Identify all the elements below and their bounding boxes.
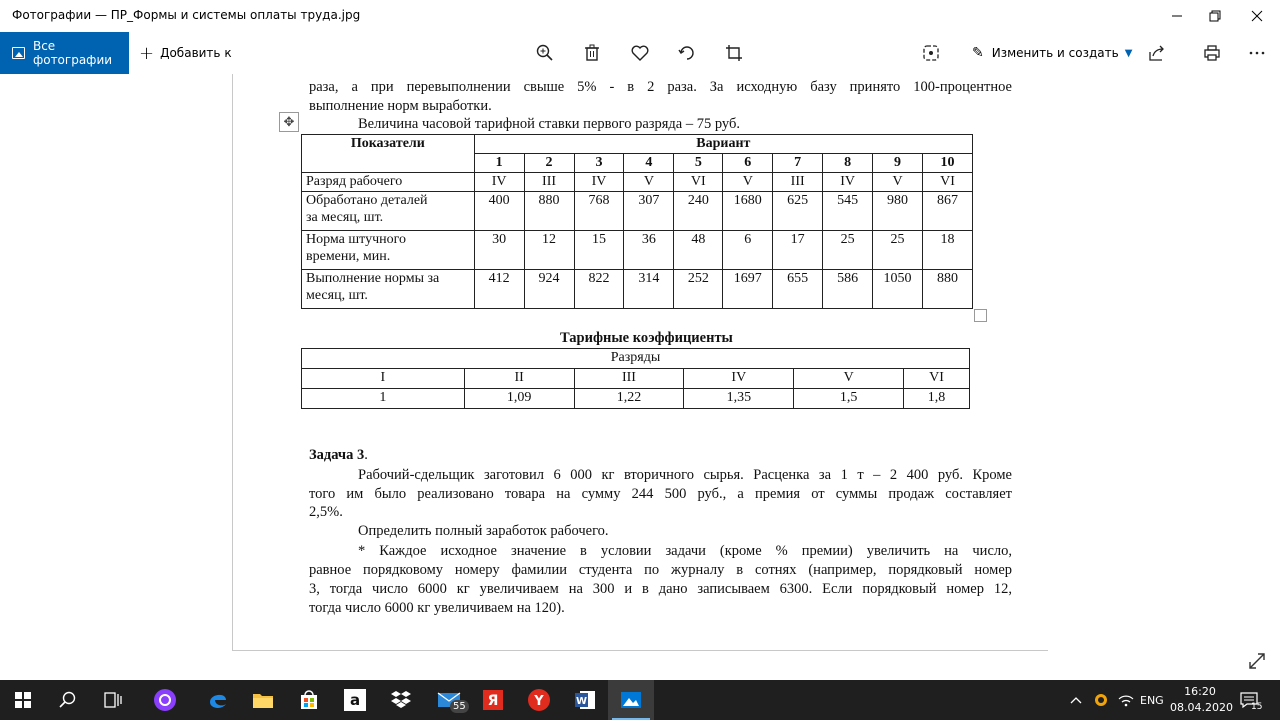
table-cell: 25 xyxy=(873,231,923,270)
variant-number: 3 xyxy=(574,154,624,173)
coefficient-cell: 1 xyxy=(302,389,465,409)
table-cell: 30 xyxy=(474,231,524,270)
table-cell: 36 xyxy=(624,231,674,270)
store-icon[interactable] xyxy=(286,680,332,720)
table-row xyxy=(302,389,970,409)
crop-icon[interactable] xyxy=(714,32,754,74)
table-cell: 25 xyxy=(823,231,873,270)
tariff-title: Тарифные коэффициенты xyxy=(560,330,733,346)
row-label xyxy=(302,270,475,309)
grade-cell: VI xyxy=(904,369,970,389)
row-label: Разряд рабочего xyxy=(302,173,475,192)
table-cell: 252 xyxy=(674,270,723,309)
toolbar xyxy=(0,32,1280,74)
table-cell: 880 xyxy=(524,192,574,231)
table-cell: VI xyxy=(674,173,723,192)
task3-p3-line-2: равное порядковому номеру фамилии студента по журналу в сотнях (например, порядковый номер xyxy=(309,562,1012,578)
table-cell: 314 xyxy=(624,270,674,309)
mail-icon[interactable] xyxy=(426,680,472,720)
grade-cell: II xyxy=(464,369,574,389)
table-cell: IV xyxy=(474,173,524,192)
language-indicator[interactable]: ENG xyxy=(1140,693,1164,707)
rate-line: Величина часовой тарифной ставки первого разряда – 75 руб. xyxy=(358,116,740,132)
edit-icon: ✎ xyxy=(972,45,984,61)
window-title: Фотографии — ПР_Формы и системы оплаты труда.jpg xyxy=(12,8,361,22)
grade-cell: IV xyxy=(684,369,794,389)
table-cell: 6 xyxy=(723,231,773,270)
variant-number: 5 xyxy=(674,154,723,173)
notification-icon[interactable] xyxy=(1240,680,1263,720)
app-tray-icon[interactable] xyxy=(1094,680,1108,720)
table-resize-handle[interactable] xyxy=(974,309,987,322)
table-cell: 1697 xyxy=(723,270,773,309)
row-label-line: времени, мин. xyxy=(306,249,391,264)
chevron-down-icon: ▼ xyxy=(1124,47,1133,59)
yandex-icon[interactable] xyxy=(516,680,562,720)
word-icon[interactable] xyxy=(562,680,608,720)
table-cell: 880 xyxy=(923,270,973,309)
coefficient-cell: 1,22 xyxy=(574,389,684,409)
table-row xyxy=(302,192,973,231)
task-view-icon[interactable] xyxy=(90,680,136,720)
table-cell: 240 xyxy=(674,192,723,231)
intro-line-2: выполнение норм выработки. xyxy=(309,98,492,114)
table-cell: 412 xyxy=(474,270,524,309)
delete-icon[interactable] xyxy=(572,32,612,74)
intro-line-1: раза, а при перевыполнении свыше 5% - в 2 раза. За исходную базу принято 100-процентное xyxy=(309,79,1012,95)
taskbar xyxy=(0,680,1280,720)
table-row xyxy=(302,231,973,270)
variant-number: 9 xyxy=(873,154,923,173)
table-cell: VI xyxy=(923,173,973,192)
task3-p1-line-1: Рабочий-сдельщик заготовил 6 000 кг вторичного сырья. Расценка за 1 т – 2 400 руб. Кроме xyxy=(358,467,1012,483)
start-icon[interactable] xyxy=(0,680,46,720)
search-icon[interactable] xyxy=(45,680,91,720)
grade-cell: I xyxy=(302,369,465,389)
table-cell: 307 xyxy=(624,192,674,231)
alice-icon[interactable] xyxy=(142,680,188,720)
expand-icon[interactable] xyxy=(1246,650,1268,672)
header-indicators: Показатели xyxy=(302,135,475,173)
task3-heading xyxy=(309,447,368,464)
grades-header: Разряды xyxy=(302,349,970,369)
task3-heading-text: Задача 3 xyxy=(309,447,365,463)
task3-p1-line-3: 2,5%. xyxy=(309,504,343,520)
edit-create-label: Изменить и создать xyxy=(991,46,1119,60)
header-variant: Вариант xyxy=(474,135,972,154)
notification-count: 15 xyxy=(1251,702,1263,712)
file-explorer-icon[interactable] xyxy=(240,680,286,720)
table-row xyxy=(302,369,970,389)
rotate-icon[interactable] xyxy=(667,32,707,74)
row-label-line: за месяц, шт. xyxy=(306,210,384,225)
table-cell: 12 xyxy=(524,231,574,270)
variant-number: 2 xyxy=(524,154,574,173)
all-photos-button[interactable] xyxy=(0,32,129,74)
favorite-icon[interactable] xyxy=(620,32,660,74)
amazon-logo: a xyxy=(344,689,366,711)
grade-cell: V xyxy=(794,369,904,389)
table-cell: 768 xyxy=(574,192,624,231)
more-icon[interactable] xyxy=(1237,32,1277,74)
table-cell: 924 xyxy=(524,270,574,309)
enhance-icon[interactable] xyxy=(911,32,951,74)
table-row xyxy=(302,270,973,309)
wifi-icon[interactable] xyxy=(1118,680,1134,720)
table-cell: IV xyxy=(574,173,624,192)
table-row xyxy=(302,173,973,192)
table-move-icon[interactable]: ✥ xyxy=(279,112,299,132)
title-bar xyxy=(0,0,1280,32)
table-cell: V xyxy=(723,173,773,192)
maximize-icon[interactable] xyxy=(1192,0,1238,32)
show-hidden-icons[interactable] xyxy=(1070,680,1082,720)
table-cell: 655 xyxy=(773,270,823,309)
row-label xyxy=(302,192,475,231)
all-photos-label: Все фотографии xyxy=(32,39,113,67)
table-cell: 18 xyxy=(923,231,973,270)
table-cell: 822 xyxy=(574,270,624,309)
print-icon[interactable] xyxy=(1192,32,1232,74)
tariff-table xyxy=(301,348,970,409)
add-to-label: Добавить к xyxy=(160,46,232,60)
table-cell: V xyxy=(624,173,674,192)
photos-icon xyxy=(12,47,25,59)
task3-heading-suffix: . xyxy=(364,447,368,463)
table-cell: 17 xyxy=(773,231,823,270)
table-cell: 1680 xyxy=(723,192,773,231)
row-label-line: месяц, шт. xyxy=(306,288,368,303)
grade-cell: III xyxy=(574,369,684,389)
table-cell: 1050 xyxy=(873,270,923,309)
task3-p1-line-2: того им было реализовано товара на сумму 244 500 руб., а премия от суммы продаж составляет xyxy=(309,486,1012,502)
share-icon[interactable] xyxy=(1137,32,1177,74)
table-cell: IV xyxy=(823,173,873,192)
amazon-icon[interactable] xyxy=(332,680,378,720)
variant-number: 1 xyxy=(474,154,524,173)
task3-p3-line-3: 3, тогда число 6000 кг увеличиваем на 300 и в дано записываем 6300. Если порядковый номер 12, xyxy=(309,581,1012,597)
yandex-browser-icon[interactable] xyxy=(470,680,516,720)
plus-icon: + xyxy=(139,42,155,64)
table-cell: 625 xyxy=(773,192,823,231)
coefficient-cell: 1,8 xyxy=(904,389,970,409)
clock[interactable] xyxy=(1170,684,1233,716)
svg-text:Y: Y xyxy=(534,694,544,709)
table-cell: III xyxy=(524,173,574,192)
row-label-line: Выполнение нормы за xyxy=(306,271,440,286)
task3-p2: Определить полный заработок рабочего. xyxy=(358,523,609,539)
row-label-line: Обработано деталей xyxy=(306,193,428,208)
variant-number: 8 xyxy=(823,154,873,173)
table-cell: 867 xyxy=(923,192,973,231)
close-icon[interactable] xyxy=(1234,0,1280,32)
svg-text:Я: Я xyxy=(487,693,499,709)
clock-date: 08.04.2020 xyxy=(1170,701,1233,714)
task3-p3-line-1: * Каждое исходное значение в условии задачи (кроме % премии) увеличить на число, xyxy=(358,543,1012,559)
variant-number: 4 xyxy=(624,154,674,173)
table-cell: 48 xyxy=(674,231,723,270)
edit-create-button[interactable] xyxy=(972,32,1132,74)
table-cell: 545 xyxy=(823,192,873,231)
table-cell: III xyxy=(773,173,823,192)
svg-text:W: W xyxy=(575,696,588,707)
table-cell: 586 xyxy=(823,270,873,309)
row-label-line: Норма штучного xyxy=(306,232,407,247)
clock-time: 16:20 xyxy=(1184,685,1216,698)
variant-number: 10 xyxy=(923,154,973,173)
task3-p3-line-4: тогда число 6000 кг увеличиваем на 120). xyxy=(309,600,565,616)
variant-number: 6 xyxy=(723,154,773,173)
mail-badge: 55 xyxy=(450,700,469,713)
coefficient-cell: 1,35 xyxy=(684,389,794,409)
table-cell: 15 xyxy=(574,231,624,270)
coefficient-cell: 1,5 xyxy=(794,389,904,409)
variant-number: 7 xyxy=(773,154,823,173)
table-cell: 400 xyxy=(474,192,524,231)
table-cell: 980 xyxy=(873,192,923,231)
table-cell: V xyxy=(873,173,923,192)
dropbox-icon[interactable] xyxy=(378,680,424,720)
zoom-icon[interactable] xyxy=(525,32,565,74)
edge-icon[interactable] xyxy=(195,680,241,720)
row-label xyxy=(302,231,475,270)
add-to-button[interactable] xyxy=(139,32,232,74)
photos-app-icon[interactable] xyxy=(608,680,654,720)
variants-table xyxy=(301,134,973,309)
coefficient-cell: 1,09 xyxy=(464,389,574,409)
